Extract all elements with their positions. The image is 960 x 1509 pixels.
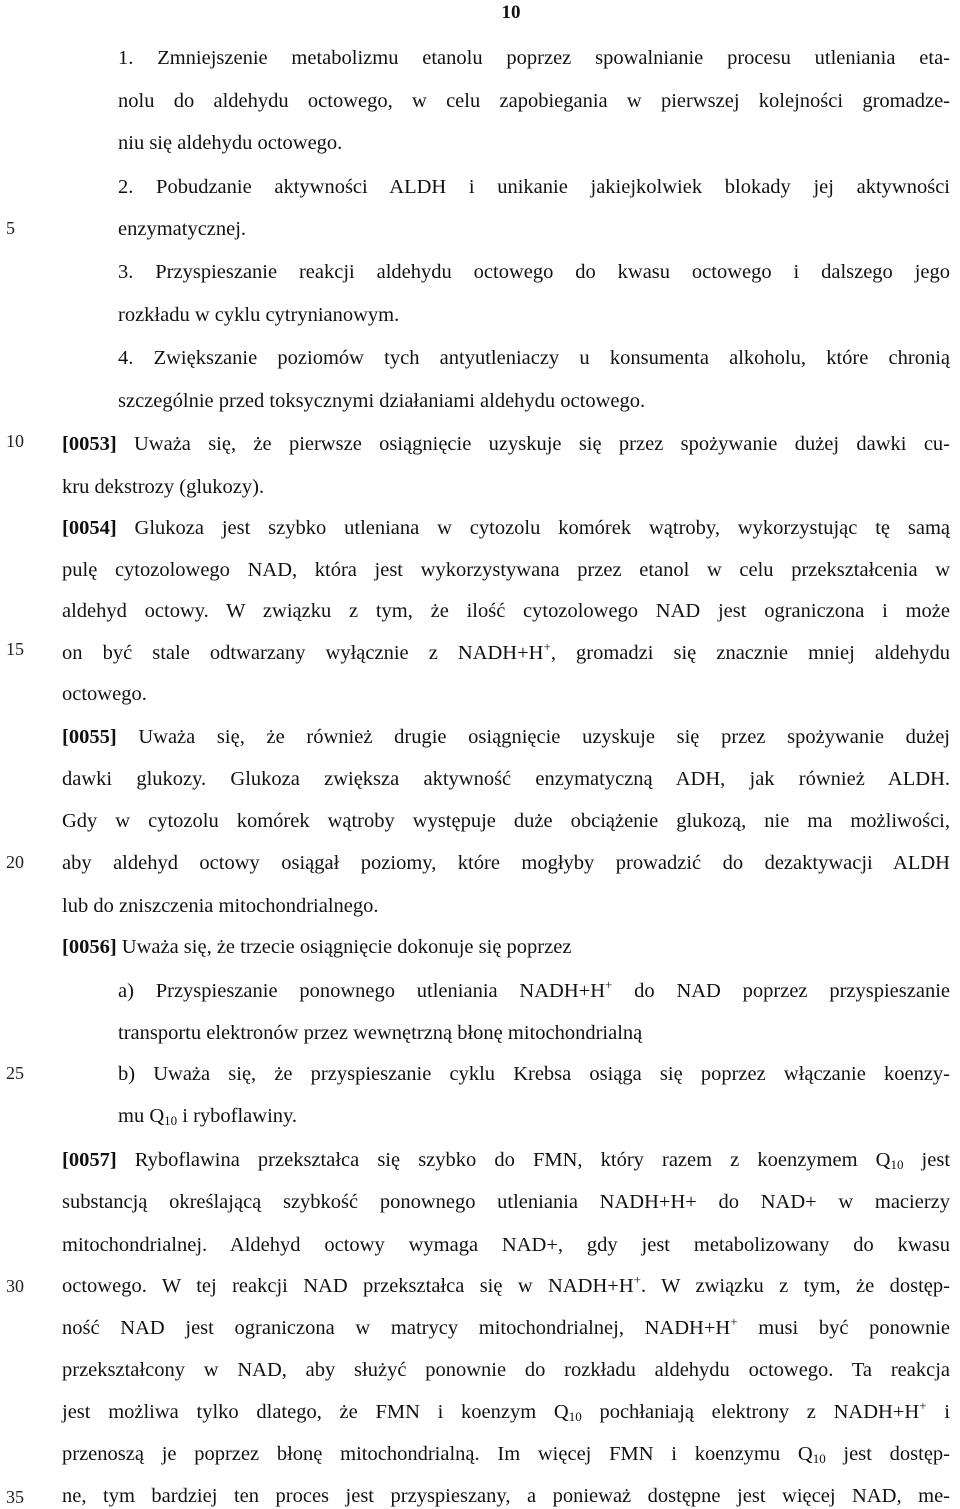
paragraph-0057-line bbox=[62, 1274, 950, 1298]
text-span: Zwiększanie poziomów tych antyutleniaczy u konsumenta alkoholu, które chronią bbox=[153, 347, 951, 369]
paragraph-0053-line: kru dekstrozy (glukozy). bbox=[62, 476, 265, 498]
paragraph-0057-line bbox=[62, 1442, 950, 1466]
paragraph-0057-line: przekształcony w NAD, aby służyć ponownie do rozkładu aldehydu octowego. Ta reakcja bbox=[62, 1359, 950, 1381]
paragraph-0057-line bbox=[62, 1400, 950, 1424]
text-span: Pobudzanie aktywności ALDH i unikanie jakiejkolwiek blokady jej aktywności bbox=[156, 176, 950, 198]
page-number: 10 bbox=[501, 2, 521, 23]
text-span: 10 bbox=[812, 1451, 826, 1466]
sub-item-b-line bbox=[118, 1104, 297, 1128]
paragraph-0054-line: aldehyd octowy. W związku z tym, że ilość cytozolowego NAD jest ograniczona i może bbox=[62, 600, 950, 622]
text-span: Uważa się, że pierwsze osiągnięcie uzyskuje się przez spożywanie dużej dawki cu- bbox=[133, 433, 950, 455]
line-number: 15 bbox=[6, 639, 24, 659]
paragraph-0056-line bbox=[62, 935, 571, 959]
text-span: + bbox=[633, 1272, 641, 1287]
paragraph-0057-line: mitochondrialnej. Aldehyd octowy wymaga NAD+, gdy jest metabolizowany do kwasu bbox=[62, 1234, 950, 1256]
text-span: i bbox=[926, 1401, 950, 1423]
text-span: mu Q bbox=[118, 1105, 165, 1127]
text-span: , gromadzi się znacznie mniej aldehydu bbox=[550, 642, 951, 664]
text-span: + bbox=[543, 639, 551, 654]
list-item-3-line bbox=[118, 260, 950, 284]
text-span: . W związku z tym, że dostęp- bbox=[640, 1275, 950, 1297]
text-span: a) Przyspieszanie ponownego utleniania NADH+H bbox=[118, 980, 605, 1002]
text-span: on być stale odtwarzany wyłącznie z NADH+H bbox=[62, 642, 544, 664]
text-span: 10 bbox=[164, 1113, 178, 1128]
text-span: ność NAD jest ograniczona w matrycy mitochondrialnej, NADH+H bbox=[62, 1317, 731, 1339]
paragraph-label: [0055] bbox=[62, 726, 117, 748]
paragraph-0057-line: substancją określającą szybkość ponownego utleniania NADH+H+ do NAD+ w macierzy bbox=[62, 1191, 950, 1213]
text-span: + bbox=[730, 1314, 738, 1329]
text-span: Uważa się, że również drugie osiągnięcie uzyskuje się przez spożywanie dużej bbox=[138, 726, 950, 748]
sub-item-b-line: b) Uważa się, że przyspieszanie cyklu Krebsa osiąga się poprzez włączanie koenzy- bbox=[118, 1063, 950, 1085]
line-number: 25 bbox=[6, 1063, 24, 1083]
line-number: 10 bbox=[6, 431, 24, 451]
list-item-number: 4. bbox=[118, 347, 134, 369]
paragraph-0054-line bbox=[62, 516, 950, 540]
list-item-number: 3. bbox=[118, 261, 134, 283]
list-item-number: 2. bbox=[118, 176, 134, 198]
paragraph-0055-line: aby aldehyd octowy osiągał poziomy, które mogłyby prowadzić do dezaktywacji ALDH bbox=[62, 852, 950, 874]
line-number: 30 bbox=[6, 1276, 24, 1296]
list-item-number: 1. bbox=[118, 47, 134, 69]
line-number: 20 bbox=[6, 852, 24, 872]
paragraph-0055-line bbox=[62, 725, 950, 749]
sub-item-a-line: transportu elektronów przez wewnętrzną błonę mitochondrialną bbox=[118, 1022, 643, 1044]
list-item-1-line: niu się aldehydu octowego. bbox=[118, 132, 343, 154]
paragraph-label: [0054] bbox=[62, 517, 117, 539]
text-span: Przyspieszanie reakcji aldehydu octowego do kwasu octowego i dalszego jego bbox=[155, 261, 950, 283]
paragraph-0053-line bbox=[62, 432, 950, 456]
paragraph-0054-line: pulę cytozolowego NAD, która jest wykorzystywana przez etanol w celu przekształcenia w bbox=[62, 559, 950, 581]
paragraph-label: [0053] bbox=[62, 433, 117, 455]
paragraph-0057-line: ne, tym bardziej ten proces jest przyspieszany, a ponieważ dostępne jest więcej NAD, me- bbox=[62, 1485, 950, 1507]
line-number: 35 bbox=[6, 1487, 24, 1507]
sub-item-a-line bbox=[118, 979, 950, 1003]
text-span: + bbox=[919, 1398, 927, 1413]
list-item-2-line: enzymatycznej. bbox=[118, 218, 247, 240]
text-span: 10 bbox=[568, 1409, 582, 1424]
text-span: Glukoza jest szybko utleniana w cytozolu komórek wątroby, wykorzystując tę samą bbox=[134, 517, 951, 539]
line-number: 5 bbox=[6, 218, 15, 238]
list-item-1-line bbox=[118, 46, 950, 70]
text-span: Zmniejszenie metabolizmu etanolu poprzez spowalnianie procesu utleniania eta- bbox=[157, 47, 950, 69]
text-span: Ryboflawina przekształca się szybko do FMN, który razem z koenzymem Q bbox=[134, 1149, 891, 1171]
paragraph-0057-line bbox=[62, 1148, 950, 1172]
paragraph-0055-line: Gdy w cytozolu komórek wątroby występuje duże obciążenie glukozą, nie ma możliwości, bbox=[62, 810, 950, 832]
paragraph-0055-line: dawki glukozy. Glukoza zwiększa aktywność enzymatyczną ADH, jak również ALDH. bbox=[62, 768, 950, 790]
list-item-4-line: szczególnie przed toksycznymi działaniami aldehydu octowego. bbox=[118, 390, 646, 412]
text-span: + bbox=[605, 977, 613, 992]
list-item-3-line: rozkładu w cyklu cytrynianowym. bbox=[118, 304, 400, 326]
text-span: i ryboflawiny. bbox=[177, 1105, 298, 1127]
list-item-2-line bbox=[118, 175, 950, 199]
paragraph-0055-line: lub do zniszczenia mitochondrialnego. bbox=[62, 895, 379, 917]
paragraph-label: [0057] bbox=[62, 1149, 117, 1171]
paragraph-0054-line bbox=[62, 641, 950, 665]
text-span: do NAD poprzez przyspieszanie bbox=[612, 980, 950, 1002]
text-span: jest dostęp- bbox=[825, 1443, 950, 1465]
text-span: musi być ponownie bbox=[737, 1317, 950, 1339]
text-span: jest możliwa tylko dlatego, że FMN i koenzym Q bbox=[62, 1401, 569, 1423]
text-span: jest bbox=[903, 1149, 951, 1171]
text-span: przenoszą je poprzez błonę mitochondrialną. Im więcej FMN i koenzymu Q bbox=[62, 1443, 813, 1465]
paragraph-0057-line bbox=[62, 1316, 950, 1340]
text-span: octowego. W tej reakcji NAD przekształca się w NADH+H bbox=[62, 1275, 634, 1297]
text-span: Uważa się, że trzecie osiągnięcie dokonuje się poprzez bbox=[121, 936, 572, 958]
paragraph-0054-line: octowego. bbox=[62, 683, 147, 705]
text-span: pochłaniają elektrony z NADH+H bbox=[581, 1401, 920, 1423]
list-item-4-line bbox=[118, 346, 950, 370]
list-item-1-line: nolu do aldehydu octowego, w celu zapobiegania w pierwszej kolejności gromadze- bbox=[118, 90, 950, 112]
text-span: 10 bbox=[890, 1157, 904, 1172]
paragraph-label: [0056] bbox=[62, 936, 117, 958]
